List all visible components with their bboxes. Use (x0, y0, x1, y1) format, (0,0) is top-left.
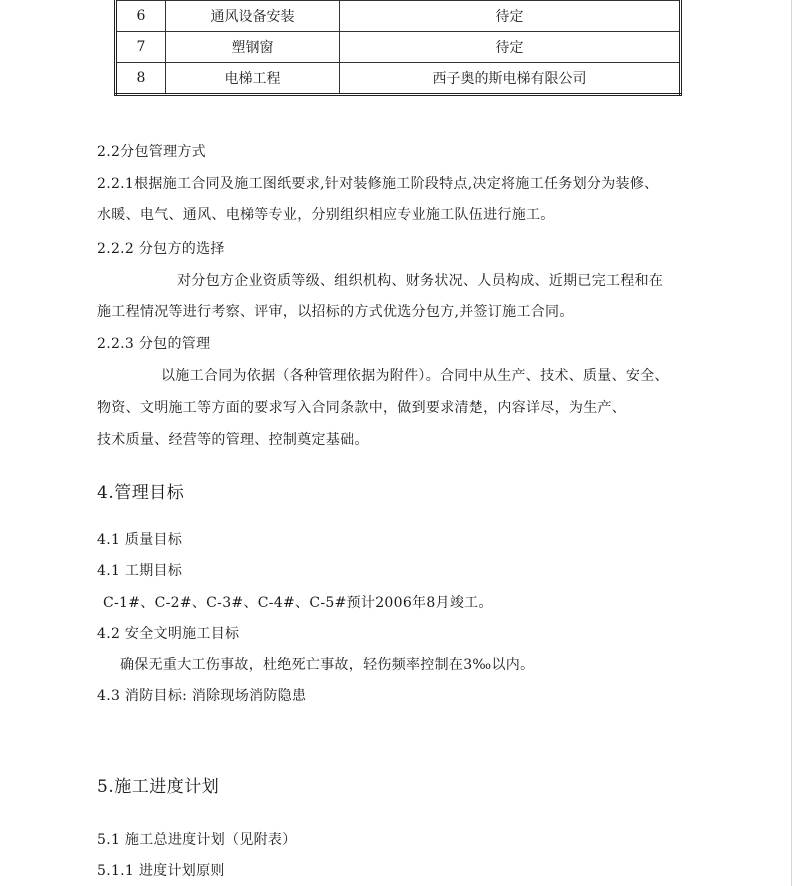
quality-goal: 4.1 质量目标 (97, 532, 183, 548)
paragraph-2-2-1-line2: 水暖、电气、通风、电梯等专业，分别组织相应专业施工队伍进行施工。 (97, 207, 555, 223)
contractor: 待定 (340, 32, 681, 63)
schedule-goal: 4.1 工期目标 (97, 563, 183, 579)
table-row (116, 32, 681, 63)
section-2-2-2-heading: 2.2.2 分包方的选择 (97, 241, 225, 257)
schedule-text: C-1#、C-2#、C-3#、C-4#、C-5#预计2006年8月竣工。 (103, 595, 493, 611)
row-number: 7 (116, 32, 166, 63)
row-number: 6 (116, 1, 166, 32)
safety-text: 确保无重大工伤事故，杜绝死亡事故，轻伤频率控制在3‰以内。 (120, 657, 535, 673)
work-item: 塑钢窗 (166, 32, 340, 63)
paragraph-2-2-3-line3: 技术质量、经营等的管理、控制奠定基础。 (97, 432, 369, 448)
row-number: 8 (116, 63, 166, 95)
safety-goal: 4.2 安全文明施工目标 (97, 626, 240, 642)
work-item: 通风设备安装 (166, 1, 340, 32)
table-row (116, 1, 681, 32)
page-edge (791, 0, 792, 886)
paragraph-2-2-2-line1: 对分包方企业资质等级、组织机构、财务状况、人员构成、近期已完工程和在 (177, 273, 664, 289)
fire-goal: 4.3 消防目标: 消除现场消防隐患 (97, 688, 307, 704)
section-2-2-3-heading: 2.2.3 分包的管理 (97, 336, 211, 352)
section-4-heading: 4.管理目标 (97, 483, 185, 503)
master-schedule: 5.1 施工总进度计划（见附表） (97, 832, 297, 848)
paragraph-2-2-1-line1: 2.2.1根据施工合同及施工图纸要求,针对装修施工阶段特点,决定将施工任务划分为装修、 (97, 176, 659, 192)
schedule-principle: 5.1.1 进度计划原则 (97, 863, 225, 879)
section-2-2-heading: 2.2分包管理方式 (97, 144, 206, 160)
work-item: 电梯工程 (166, 63, 340, 95)
paragraph-2-2-2-line2: 施工程情况等进行考察、评审，以招标的方式优选分包方,并签订施工合同。 (97, 304, 574, 320)
paragraph-2-2-3-line2: 物资、文明施工等方面的要求写入合同条款中，做到要求清楚，内容详尽，为生产、 (97, 400, 627, 416)
contractor: 西子奥的斯电梯有限公司 (340, 63, 681, 95)
paragraph-2-2-3-line1: 以施工合同为依据（各种管理依据为附件）。合同中从生产、技术、质量、安全、 (161, 368, 669, 384)
section-5-heading: 5.施工进度计划 (97, 777, 220, 797)
table-row (116, 63, 681, 95)
contractor: 待定 (340, 1, 681, 32)
subcontract-table (114, 0, 682, 96)
